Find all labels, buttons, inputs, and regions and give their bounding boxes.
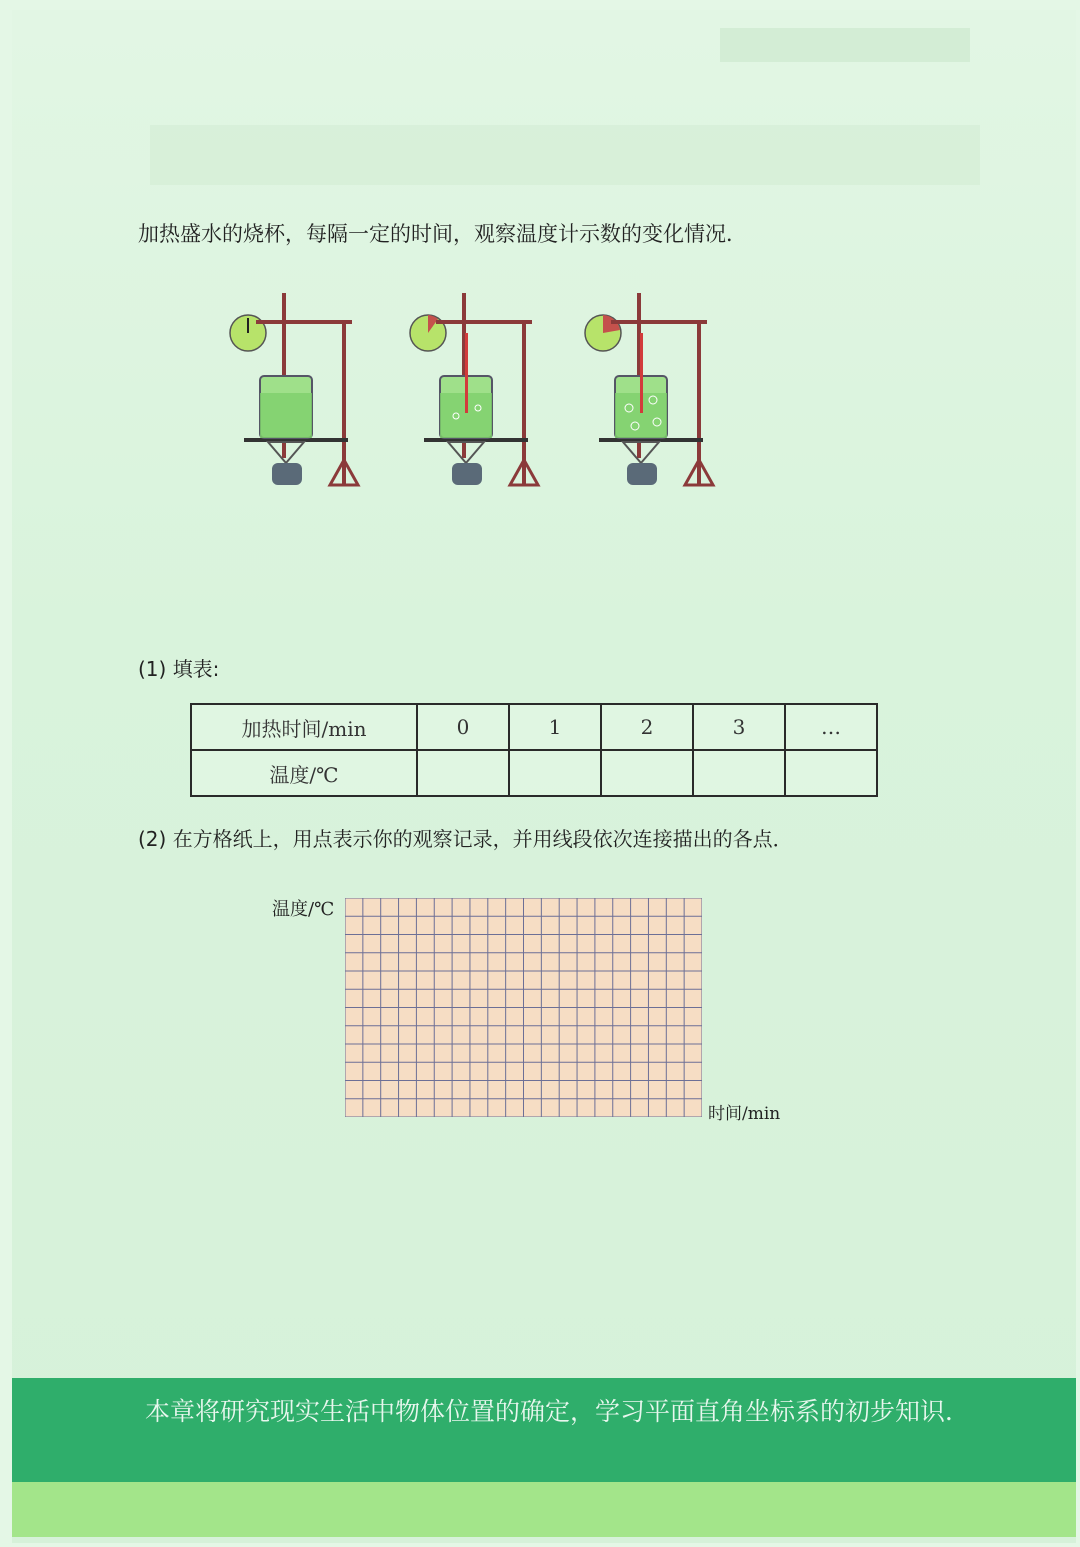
table-cell-blank[interactable]	[785, 750, 877, 796]
table-row	[191, 704, 877, 750]
table-cell: 0	[417, 704, 509, 750]
bottom-band	[12, 1482, 1076, 1537]
beaker-experiment-illustration	[220, 288, 740, 498]
table-cell: …	[785, 704, 877, 750]
question-1: (1) 填表:	[138, 657, 220, 681]
table-cell: 1	[509, 704, 601, 750]
setup-3	[585, 293, 713, 485]
table-cell-blank[interactable]	[693, 750, 785, 796]
table-cell: 2	[601, 704, 693, 750]
table-cell-blank[interactable]	[417, 750, 509, 796]
table-row	[191, 750, 877, 796]
setup-1	[230, 293, 358, 485]
question-2: (2) 在方格纸上，用点表示你的观察记录，并用线段依次连接描出的各点．	[138, 827, 793, 851]
table-cell-blank[interactable]	[601, 750, 693, 796]
chapter-intro-text: 本章将研究现实生活中物体位置的确定，学习平面直角坐标系的初步知识．	[145, 1397, 971, 1426]
record-table	[190, 703, 878, 797]
table-cell: 温度/℃	[191, 750, 417, 796]
running-header	[720, 28, 970, 62]
table-cell-blank[interactable]	[509, 750, 601, 796]
setup-2	[410, 293, 538, 485]
table-cell: 3	[693, 704, 785, 750]
grid-x-label: 时间/min	[708, 1104, 781, 1124]
background-show-through	[150, 125, 980, 185]
intro-text: 加热盛水的烧杯，每隔一定的时间，观察温度计示数的变化情况．	[138, 222, 747, 246]
graph-paper	[345, 898, 702, 1117]
graph-paper-lines	[345, 898, 702, 1117]
grid-y-label: 温度/℃	[272, 899, 335, 920]
table-cell: 加热时间/min	[191, 704, 417, 750]
